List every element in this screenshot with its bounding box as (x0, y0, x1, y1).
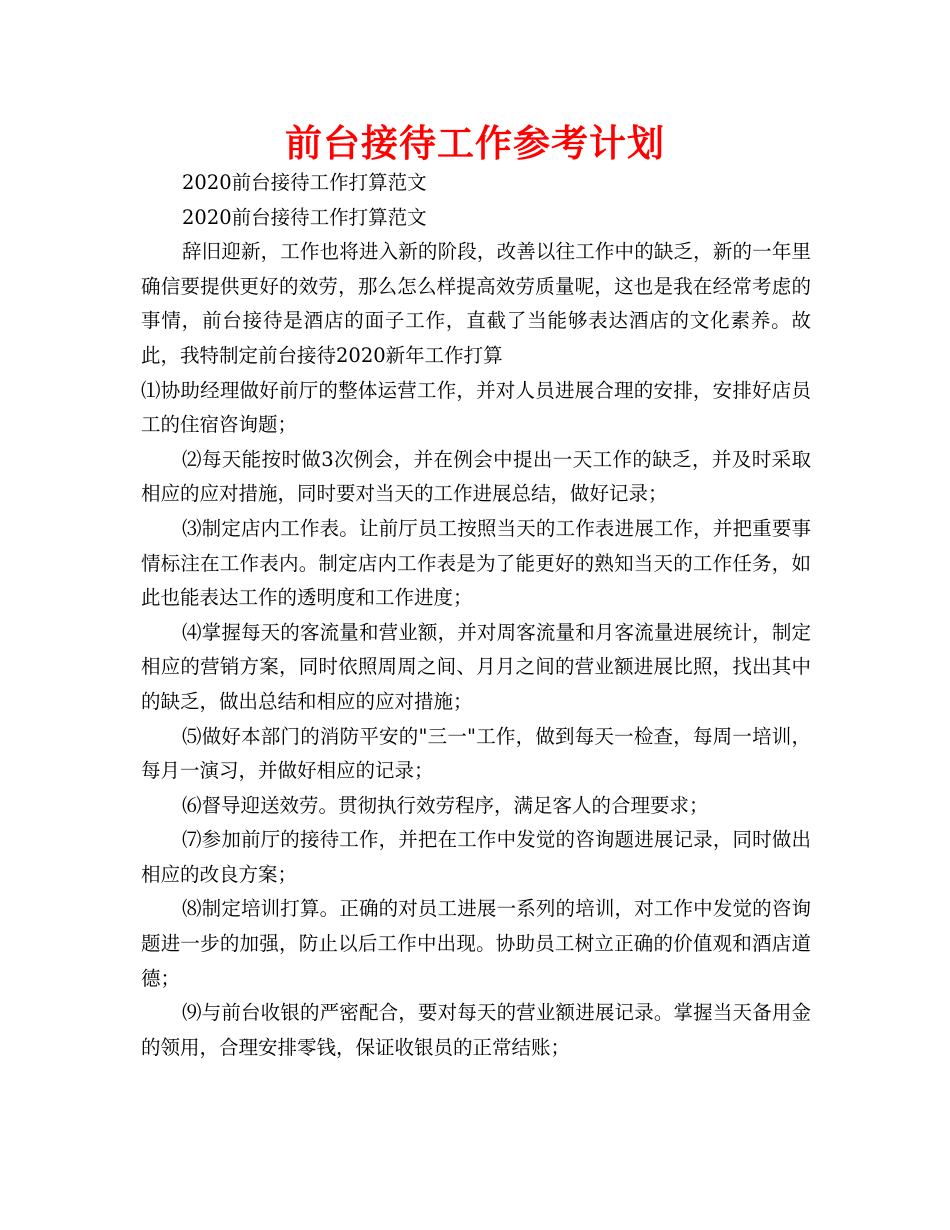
paragraph-item-5: ⑸做好本部门的消防平安的"三一"工作，做到每天一检查，每周一培训，每月一演习，并做好相应的记录； (141, 724, 811, 783)
paragraph-item-3: ⑶制定店内工作表。让前厅员工按照当天的工作表进展工作，并把重要事情标注在工作表内。制定店内工作表是为了能更好的熟知当天的工作任务，如此也能表达工作的透明度和工作进度； (141, 516, 811, 610)
paragraph-item-2: ⑵每天能按时做3次例会，并在例会中提出一天工作的缺乏，并及时采取相应的应对措施，同时要对当天的工作进展总结，做好记录； (141, 447, 811, 506)
document-title: 前台接待工作参考计划 (285, 122, 665, 165)
paragraph-intro: 辞旧迎新，工作也将进入新的阶段，改善以往工作中的缺乏，新的一年里确信要提供更好的效劳，那么怎么样提高效劳质量呢，这也是我在经常考虑的事情，前台接待是酒店的面子工作，直截了当能够表达酒店的文化素养。故此，我特制定前台接待2020新年工作打算 (141, 240, 811, 367)
paragraph-item-7: ⑺参加前厅的接待工作，并把在工作中发觉的咨询题进展记录，同时做出相应的改良方案； (141, 828, 811, 886)
paragraph-item-1: ⑴协助经理做好前厅的整体运营工作，并对人员进展合理的安排，安排好店员工的住宿咨询题； (141, 378, 811, 437)
document-body (141, 166, 811, 1065)
paragraph-item-6: ⑹督导迎送效劳。贯彻执行效劳程序，满足客人的合理要求； (182, 793, 709, 817)
paragraph-item-9: ⑼与前台收银的严密配合，要对每天的营业额进展记录。掌握当天备用金的领用，合理安排零钱，保证收银员的正常结账； (141, 1001, 811, 1059)
paragraph-subtitle-2: 2020前台接待工作打算范文 (182, 205, 427, 229)
paragraph-item-4: ⑷掌握每天的客流量和营业额，并对周客流量和月客流量进展统计，制定相应的营销方案，同时依照周周之间、月月之间的营业额进展比照，找出其中的缺乏，做出总结和相应的应对措施； (141, 620, 811, 713)
paragraph-subtitle-1: 2020前台接待工作打算范文 (182, 171, 427, 194)
paragraph-item-8: ⑻制定培训打算。正确的对员工进展一系列的培训，对工作中发觉的咨询题进一步的加强，防止以后工作中出现。协助员工树立正确的价值观和酒店道德； (141, 897, 811, 990)
